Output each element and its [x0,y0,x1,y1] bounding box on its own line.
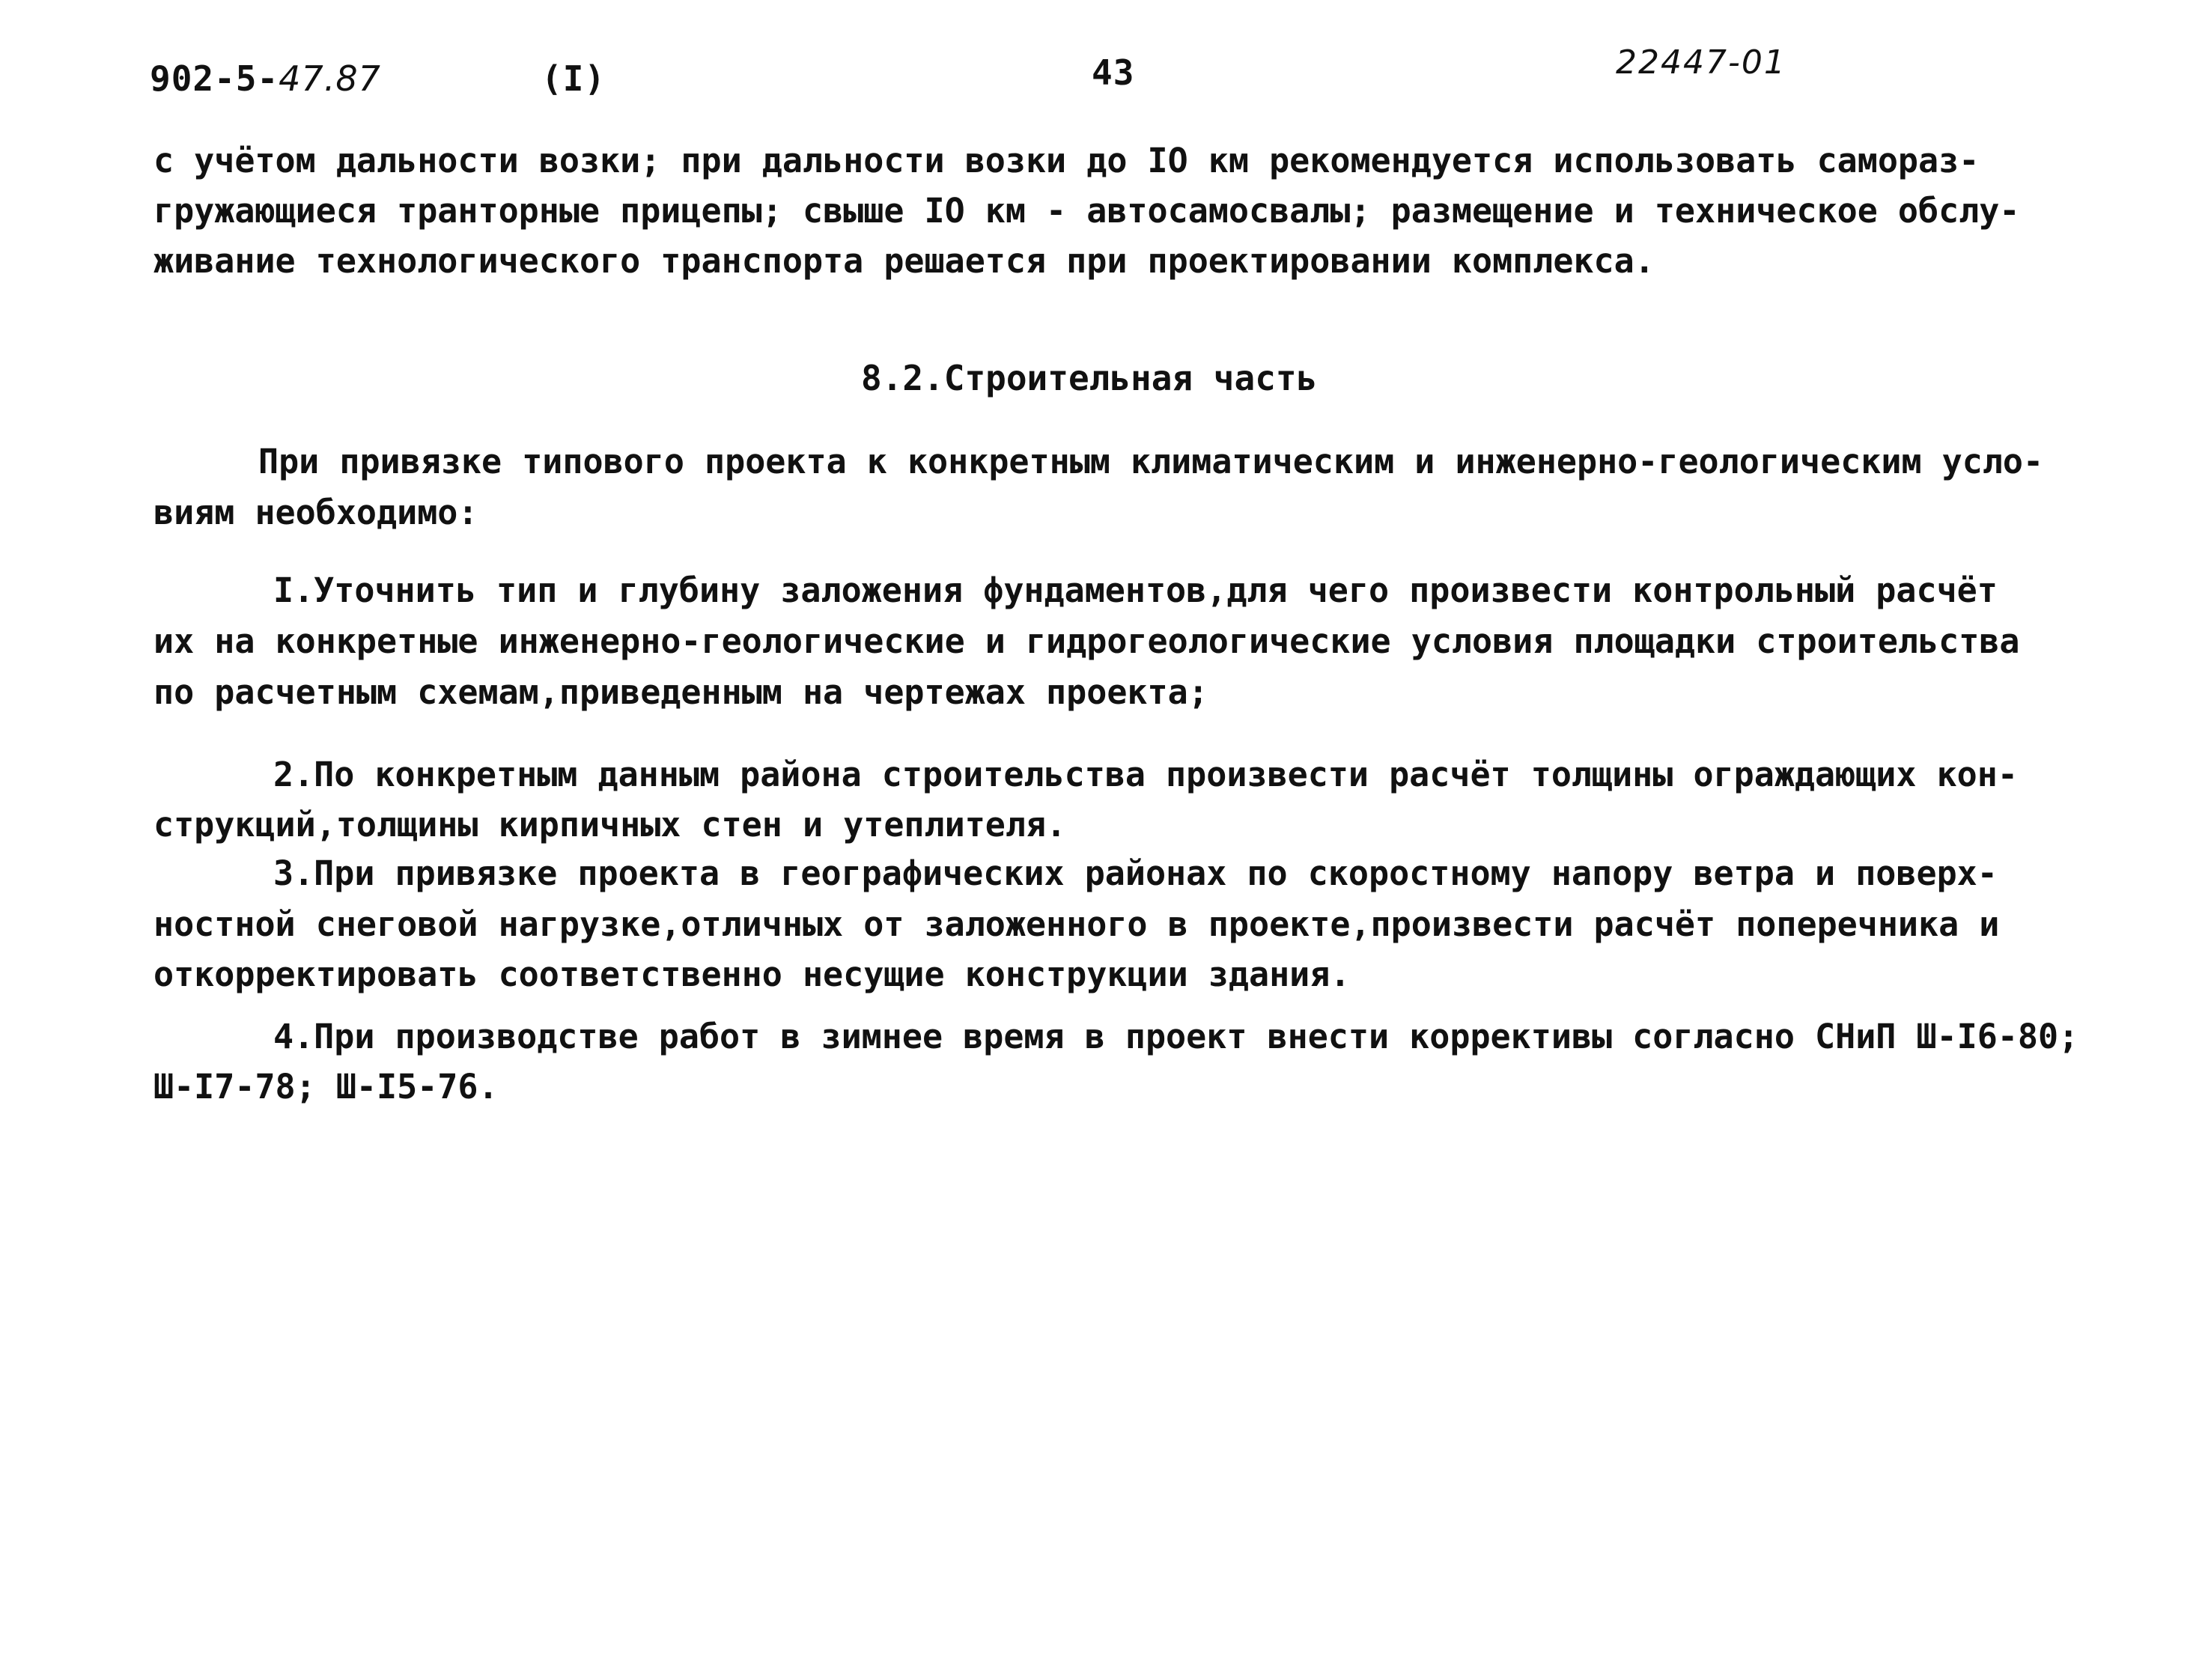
lead-line-2: виям необходимо: [153,493,478,532]
item-3-line-3: откорректировать соответственно несущие конструкции здания. [153,955,1351,994]
inventory-number: 22447-01 [1616,43,1786,82]
item-1-line-3: по расчетным схемам,приведенным на чертежах проекта; [153,672,1208,712]
document-code [150,58,381,99]
item-4-line-2: Ш-I7-78; Ш-I5-76. [153,1067,499,1107]
item-2-line-2: струкций,толщины кирпичных стен и утеплителя. [153,805,1067,844]
section-title: 8.2.Строительная часть [861,358,1318,398]
lead-line-1: При привязке типового проекта к конкретным климатическим и инженерно-геологическим усло- [258,442,2044,481]
item-2-line-1: 2.По конкретным данным района строительства произвести расчёт толщины ограждающих кон- [273,755,2018,794]
intro-line-2: гружающиеся транторные прицепы; свыше IO км - автосамосвалы; размещение и техническое обслу- [153,191,2020,231]
intro-line-3: живание технологического транспорта решается при проектировании комплекса. [153,241,1655,281]
document-code-handwritten: 47.87 [279,58,381,99]
document-part: (I) [541,58,606,99]
item-1-line-1: I.Уточнить тип и глубину заложения фундаментов,для чего произвести контрольный расчёт [273,570,1998,610]
item-3-line-1: 3.При привязке проекта в географических районах по скоростному напору ветра и поверх- [273,853,1998,893]
item-1-line-2: их на конкретные инженерно-геологические и гидрогеологические условия площадки строительства [153,621,2020,661]
item-4-line-1: 4.При производстве работ в зимнее время в проект внести коррективы согласно СНиП Ш-I6-80; [273,1017,2079,1056]
intro-line-1: с учётом дальности возки; при дальности возки до IO км рекомендуется использовать самораз- [153,141,1980,180]
document-code-prefix: 902-5- [150,58,279,99]
item-3-line-2: ностной снеговой нагрузке,отличных от заложенного в проекте,произвести расчёт поперечника и [153,904,2000,944]
page-number: 43 [1092,52,1135,93]
